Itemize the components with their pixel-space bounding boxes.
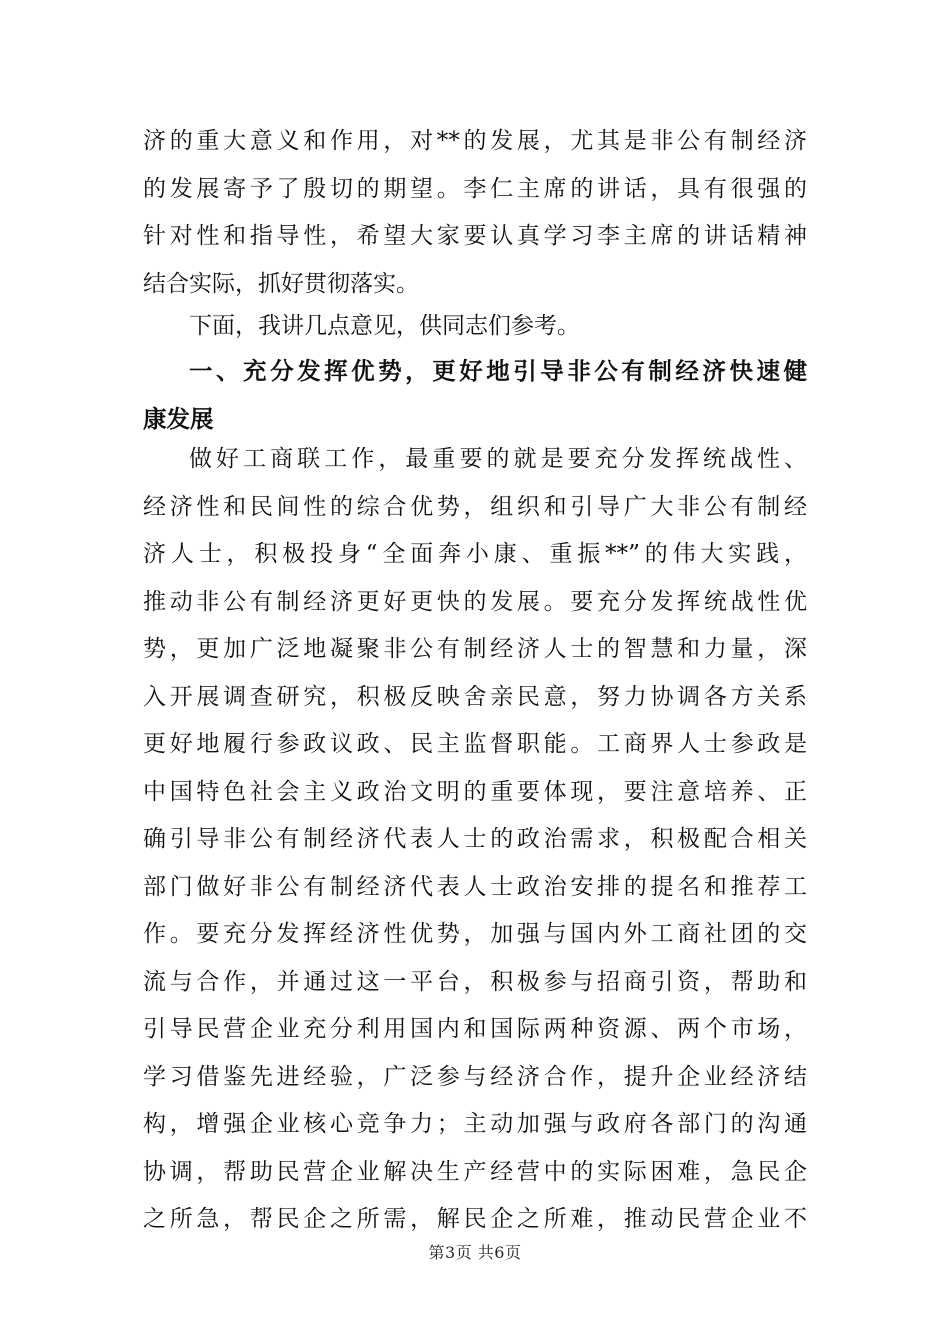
page-footer (0, 1240, 950, 1263)
section-heading (143, 348, 807, 443)
text-line: 下面，我讲几点意见，供同志们参考。 (189, 313, 580, 339)
text-line: 济人士，积极投身“全面奔小康、重振**”的伟大实践， (143, 541, 807, 567)
paragraph-body (143, 436, 807, 1244)
paragraph-intro (143, 303, 807, 351)
text-line: 引导民营企业充分利用国内和国际两种资源、两个市场， (143, 1016, 807, 1042)
text-line: 经济性和民间性的综合优势，组织和引导广大非公有制经 (143, 493, 807, 520)
heading-line: 康发展 (143, 404, 214, 433)
text-line: 部门做好非公有制经济代表人士政治安排的提名和推荐工 (143, 873, 807, 900)
text-line: 结合实际，抓好贯彻落实。 (143, 270, 419, 297)
text-line: 确引导非公有制经济代表人士的政治需求，积极配合相关 (143, 826, 807, 852)
text-line: 流与合作，并通过这一平台，积极参与招商引资，帮助和 (143, 968, 807, 995)
text-line: 势，更加广泛地凝聚非公有制经济人士的智慧和力量，深 (143, 636, 807, 662)
text-line: 针对性和指导性，希望大家要认真学习李主席的讲话精神 (143, 223, 807, 249)
text-line: 之所急，帮民企之所需，解民企之所难，推动民营企业不 (143, 1206, 807, 1232)
text-line: 入开展调查研究，积极反映舍亲民意，努力协调各方关系 (143, 683, 807, 710)
text-line: 学习借鉴先进经验，广泛参与经济合作，提升企业经济结 (143, 1063, 807, 1090)
text-line: 中国特色社会主义政治文明的重要体现，要注意培养、正 (143, 778, 807, 805)
text-line: 协调，帮助民营企业解决生产经营中的实际困难，急民企 (143, 1158, 807, 1185)
page-number-label: 第3页 共6页 (428, 1243, 522, 1262)
paragraph-continued (143, 118, 807, 308)
text-line: 作。要充分发挥经济性优势，加强与国内外工商社团的交 (143, 921, 807, 947)
text-line: 做好工商联工作，最重要的就是要充分发挥统战性、 (189, 446, 807, 472)
heading-line: 一、充分发挥优势，更好地引导非公有制经济快速健 (189, 357, 807, 385)
text-line: 的发展寄予了殷切的期望。李仁主席的讲话，具有很强的 (143, 175, 807, 202)
text-line: 济的重大意义和作用，对**的发展，尤其是非公有制经济 (143, 128, 807, 154)
text-line: 构，增强企业核心竞争力；主动加强与政府各部门的沟通 (143, 1111, 807, 1137)
text-line: 推动非公有制经济更好更快的发展。要充分发挥统战性优 (143, 588, 807, 615)
text-line: 更好地履行参政议政、民主监督职能。工商界人士参政是 (143, 731, 807, 757)
